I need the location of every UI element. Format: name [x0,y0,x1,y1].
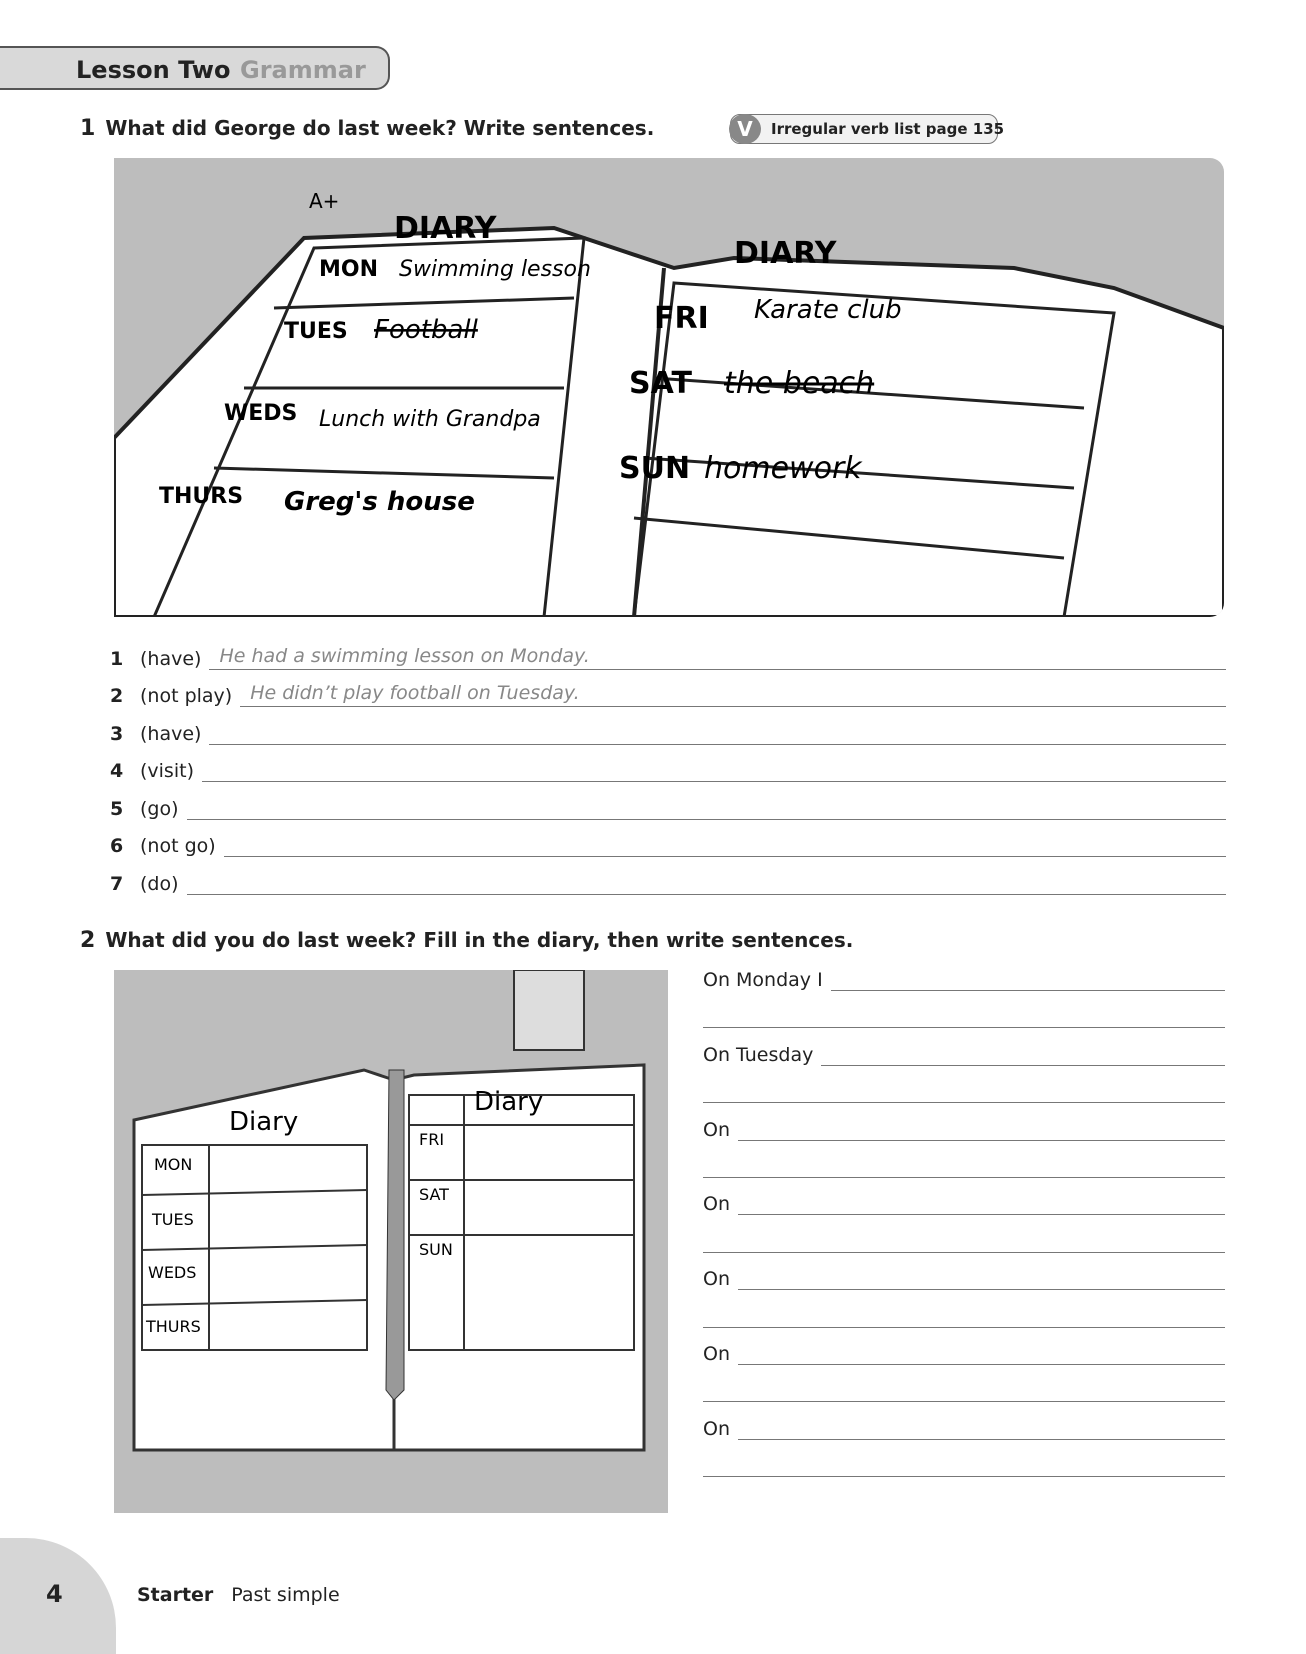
item-verb: (go) [140,798,179,820]
answer-line[interactable] [738,1114,1225,1141]
day-label: THURS [146,1317,201,1336]
badge-text: Irregular verb list page 135 [771,120,1005,138]
diary-entry: the beach [724,366,875,401]
footer-unit: Starter [137,1584,214,1606]
answer-line[interactable] [738,1338,1225,1365]
exercise-item [110,831,1226,857]
day-label: WEDS [148,1263,197,1282]
writing-line [703,1262,1225,1290]
writing-line [703,1300,1225,1328]
line-prompt: On Tuesday [703,1043,814,1066]
day-label: FRI [654,301,709,336]
day-label: FRI [419,1130,445,1149]
item-number: 2 [110,685,124,707]
answer-line[interactable] [224,832,1226,857]
blank-diary-illustration [114,970,668,1513]
item-number: 5 [110,798,124,820]
exercise-instruction: What did you do last week? Fill in the diary, then write sentences. [105,928,854,952]
day-label: SUN [619,451,691,486]
writing-line [703,1374,1225,1402]
answer-line[interactable] [703,1301,1225,1328]
exercise-instruction: What did George do last week? Write sentences. [105,116,655,140]
exercise-item [110,794,1226,820]
exercise-item [110,719,1226,745]
writing-line [703,1449,1225,1477]
footer-topic: Past simple [231,1584,340,1606]
george-diary-illustration [114,158,1224,617]
item-verb: (not play) [140,685,233,707]
answer-line[interactable] [703,1076,1225,1103]
answer-line[interactable]: He didn’t play football on Tuesday. [240,682,1226,707]
day-label: SAT [419,1185,449,1204]
exercise-item [110,756,1226,782]
lesson-title: Lesson Two [76,56,231,84]
answer-line[interactable] [187,870,1226,895]
writing-line [703,1038,1225,1066]
line-prompt: On Monday I [703,969,823,991]
day-label: MON [319,257,379,282]
item-verb: (do) [140,873,179,895]
diary-entry: Greg's house [284,487,475,517]
item-number: 3 [110,723,124,745]
writing-line [703,1150,1225,1178]
diary-entry: Swimming lesson [399,257,591,282]
item-number: 1 [110,648,124,670]
day-label: THURS [159,484,244,509]
grade-note: A+ [309,189,340,213]
line-prompt: On [703,1343,730,1365]
writing-line [703,1225,1225,1253]
verb-icon: V [729,114,761,144]
diary-title-right: Diary [474,1087,544,1117]
exercise-2-heading [80,928,853,953]
line-prompt: On [703,1268,730,1291]
verb-list-badge [730,114,1005,144]
day-label: WEDS [224,401,298,426]
day-label: TUES [152,1210,194,1229]
item-verb: (visit) [140,760,194,782]
diary-title-left: DIARY [394,211,497,246]
answer-line[interactable] [187,795,1226,820]
writing-line [703,1075,1225,1103]
answer-line[interactable] [738,1413,1225,1440]
writing-line [703,963,1225,991]
answer-line[interactable]: He had a swimming lesson on Monday. [209,645,1226,670]
exercise-1-heading [80,116,654,141]
item-number: 6 [110,835,124,857]
writing-line [703,1187,1225,1215]
diary-title-left: Diary [229,1107,299,1137]
answer-line[interactable] [703,1151,1225,1178]
section-title: Grammar [240,56,366,84]
answer-line[interactable] [209,720,1226,745]
item-number: 4 [110,760,124,782]
answer-line[interactable] [703,1375,1225,1402]
answer-line[interactable] [831,964,1225,991]
answer-line[interactable] [703,1001,1225,1028]
day-label: TUES [284,319,348,344]
exercise-number: 2 [80,928,96,953]
writing-line [703,1000,1225,1028]
writing-line [703,1113,1225,1141]
item-verb: (have) [140,648,202,670]
day-label: SAT [629,366,692,401]
diary-entry: homework [704,451,862,486]
answer-line[interactable] [738,1188,1225,1215]
lesson-header [0,46,390,90]
item-verb: (not go) [140,835,216,857]
writing-line [703,1412,1225,1440]
answer-line[interactable] [202,757,1226,782]
exercise-item [110,644,1226,670]
diary-entry: Lunch with Grandpa [319,407,541,432]
diary-entry: Football [374,315,478,345]
writing-line [703,1337,1225,1365]
page-number: 4 [46,1580,63,1608]
footer [137,1584,340,1606]
diary-title-right: DIARY [734,236,837,271]
line-prompt: On [703,1417,730,1440]
exercise-item [110,869,1226,895]
answer-line[interactable] [703,1450,1225,1477]
answer-line[interactable] [821,1039,1225,1066]
answer-line[interactable] [703,1226,1225,1253]
diary-entry: Karate club [754,295,902,325]
item-verb: (have) [140,723,202,745]
day-label: SUN [419,1240,453,1259]
item-number: 7 [110,873,124,895]
exercise-number: 1 [80,116,96,141]
line-prompt: On [703,1193,730,1216]
line-prompt: On [703,1118,730,1141]
exercise-item [110,681,1226,707]
day-label: MON [154,1155,193,1174]
answer-line[interactable] [738,1263,1225,1290]
